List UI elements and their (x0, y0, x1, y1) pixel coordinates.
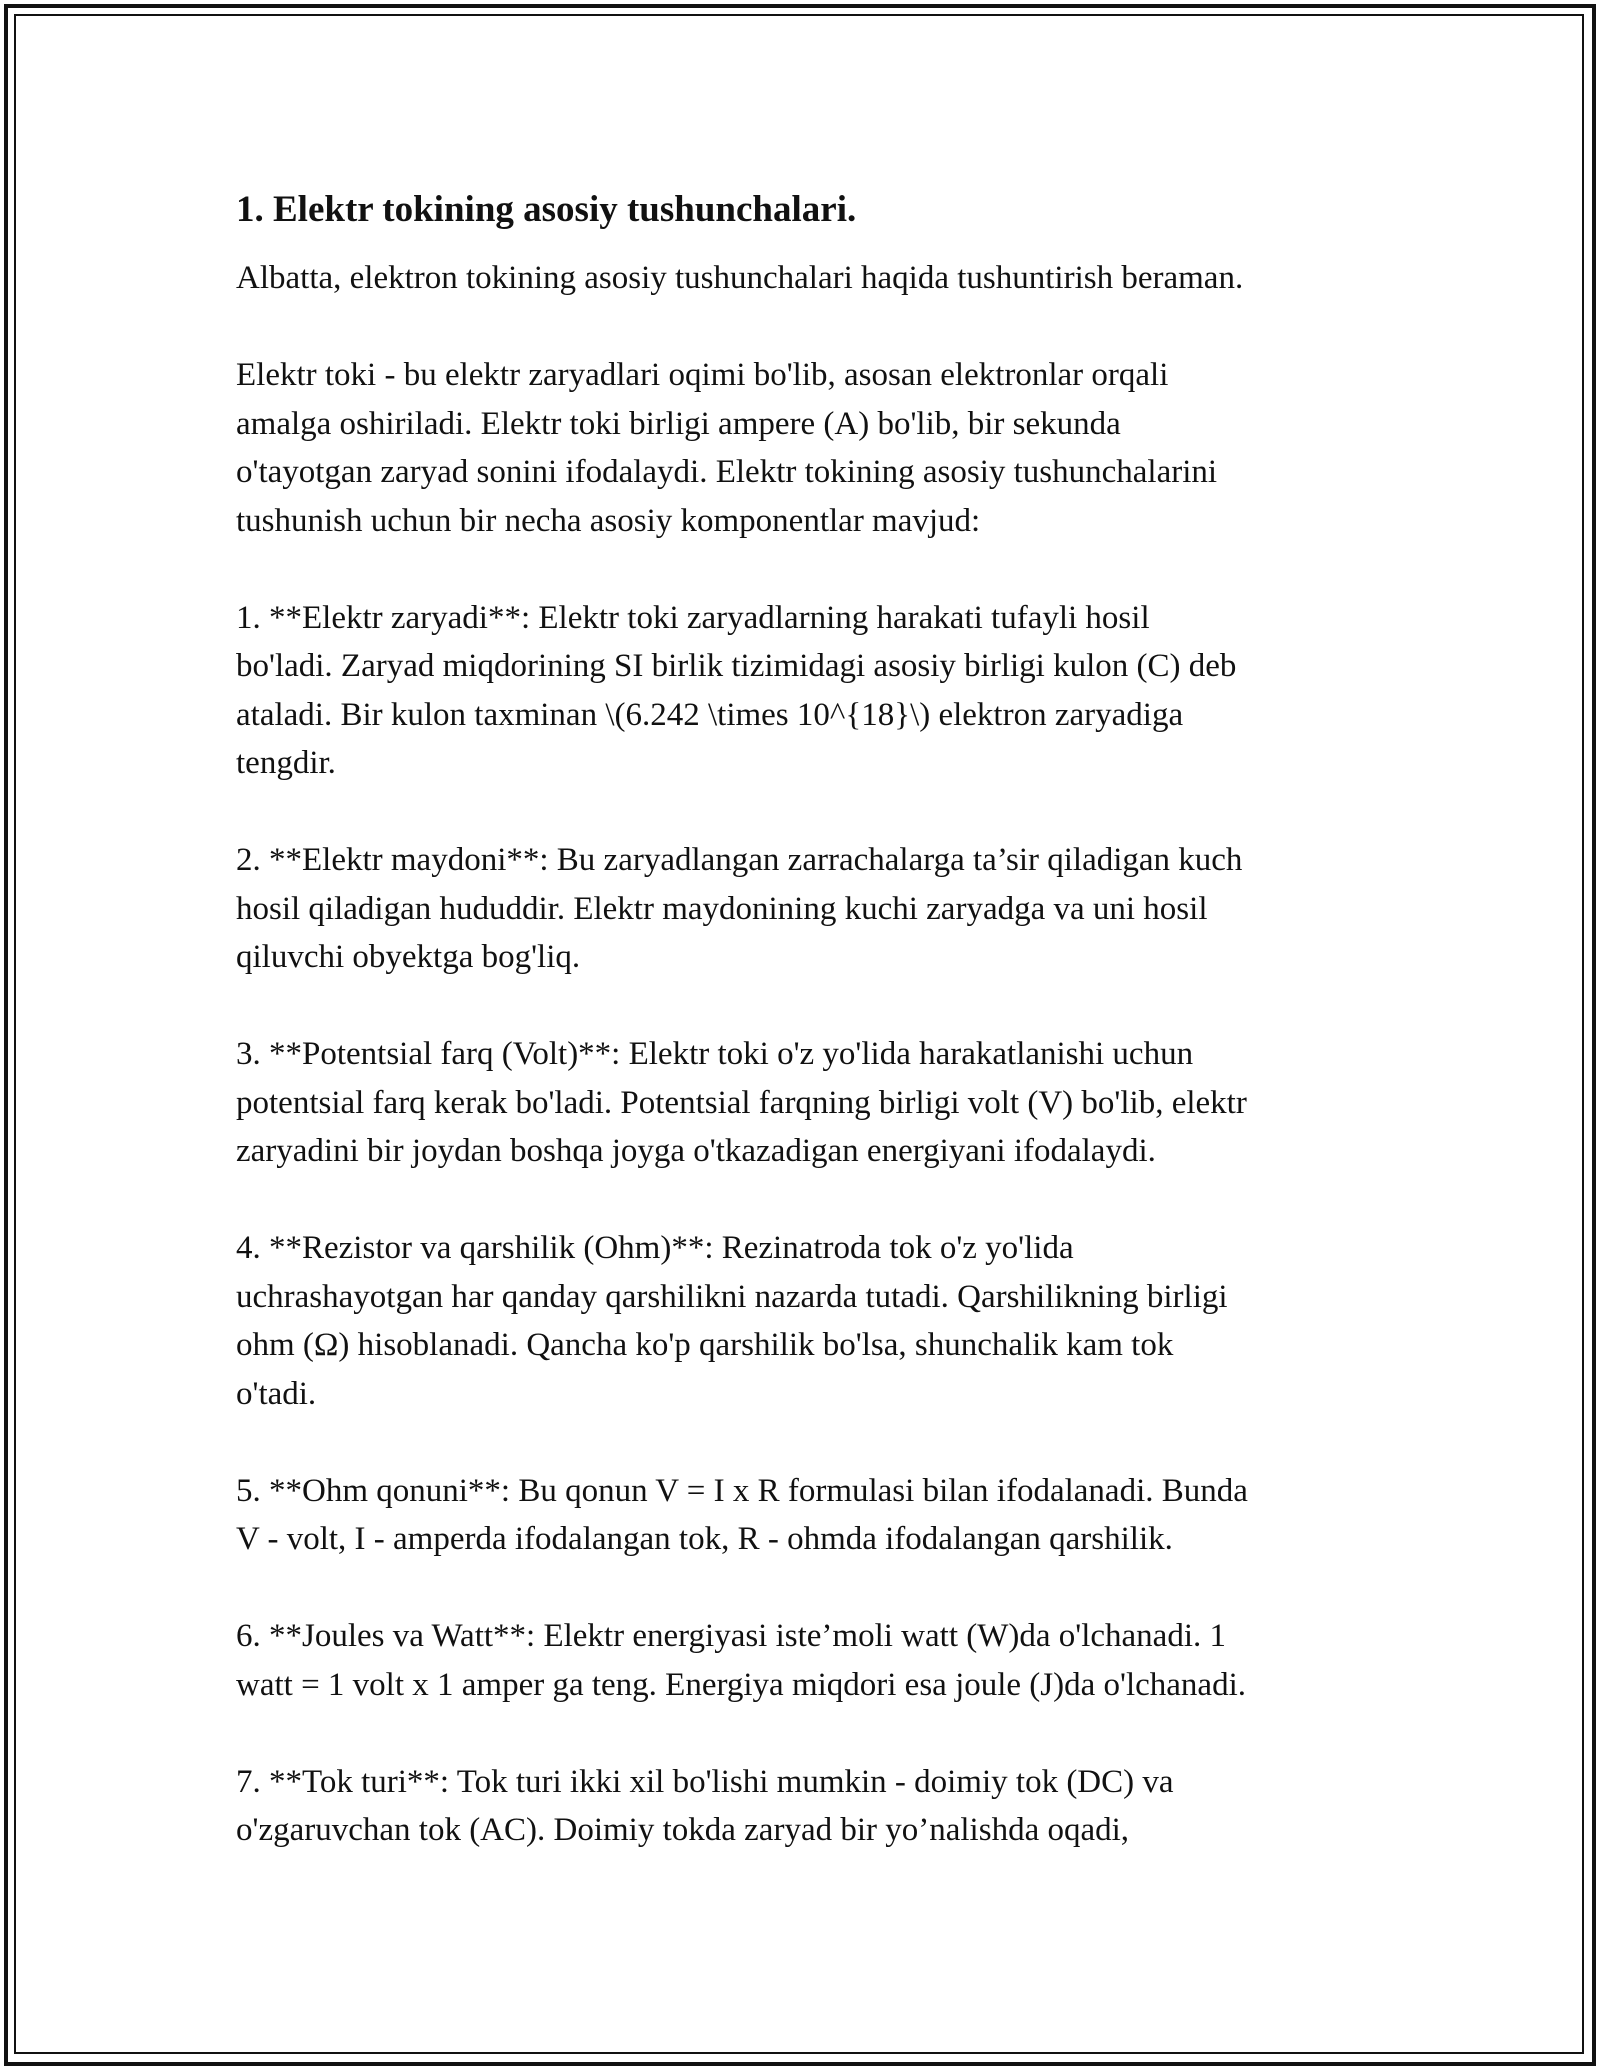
paragraph (236, 1030, 1376, 1176)
text-line: ohm (Ω) hisoblanadi. Qancha ko'p qarshilik bo'lsa, shunchalik kam tok (236, 1327, 1174, 1363)
text-line: 3. **Potentsial farq (Volt)**: Elektr toki o'z yo'lida harakatlanishi uchun (236, 1036, 1194, 1072)
text-line: bo'ladi. Zaryad miqdorining SI birlik tizimidagi asosiy birligi kulon (C) deb (236, 648, 1237, 684)
text-line: watt = 1 volt x 1 amper ga teng. Energiya miqdori esa joule (J)da o'lchanadi. (236, 1666, 1246, 1703)
text-line: hosil qiladigan hududdir. Elektr maydonining kuchi zaryadga va uni hosil (236, 890, 1208, 927)
paragraph (236, 1758, 1376, 1855)
text-line: potentsial farq kerak bo'ladi. Potentsial farqning birligi volt (V) bo'lib, elektr (236, 1084, 1247, 1121)
text-line: Elektr toki - bu elektr zaryadlari oqimi bo'lib, asosan elektronlar orqali (236, 357, 1169, 393)
document-title: 1. Elektr tokining asosiy tushunchalari. (236, 189, 857, 230)
text-line: 7. **Tok turi**: Tok turi ikki xil bo'lishi mumkin - doimiy tok (DC) va (236, 1763, 1174, 1800)
paragraph (236, 351, 1376, 545)
text-line: ataladi. Bir kulon taxminan \(6.242 \times 10^{18}\) elektron zaryadiga (236, 696, 1184, 733)
text-line: 6. **Joules va Watt**: Elektr energiyasi iste’moli watt (W)da o'lchanadi. 1 (236, 1618, 1226, 1654)
paragraph (236, 1224, 1376, 1418)
paragraph (236, 594, 1376, 788)
paragraph (236, 836, 1376, 982)
text-line: tushunish uchun bir necha asosiy komponentlar mavjud: (236, 502, 981, 539)
text-line: 5. **Ohm qonuni**: Bu qonun V = I x R formulasi bilan ifodalanadi. Bunda (236, 1472, 1248, 1509)
paragraph (236, 1467, 1376, 1564)
text-line: o'zgaruvchan tok (AC). Doimiy tokda zaryad bir yo’nalishda oqadi, (236, 1812, 1130, 1848)
document-body (236, 186, 1376, 1903)
text-line: tengdir. (236, 745, 336, 781)
text-line: 2. **Elektr maydoni**: Bu zaryadlangan zarrachalarga ta’sir qiladigan kuch (236, 842, 1243, 878)
text-line: uchrashayotgan har qanday qarshilikni nazarda tutadi. Qarshilikning birligi (236, 1278, 1228, 1315)
text-line: o'tayotgan zaryad sonini ifodalaydi. Elektr tokining asosiy tushunchalarini (236, 454, 1218, 490)
text-line: 1. **Elektr zaryadi**: Elektr toki zaryadlarning harakati tufayli hosil (236, 599, 1150, 636)
text-line: qiluvchi obyektga bog'liq. (236, 939, 581, 975)
text-line: o'tadi. (236, 1375, 317, 1412)
text-line: V - volt, I - amperda ifodalangan tok, R - ohmda ifodalangan qarshilik. (236, 1521, 1173, 1557)
paragraph-list (236, 254, 1376, 1855)
text-line: 4. **Rezistor va qarshilik (Ohm)**: Rezinatroda tok o'z yo'lida (236, 1230, 1074, 1266)
text-line: amalga oshiriladi. Elektr toki birligi ampere (A) bo'lib, bir sekunda (236, 405, 1121, 442)
paragraph (236, 254, 1376, 303)
text-line: Albatta, elektron tokining asosiy tushunchalari haqida tushuntirish beraman. (236, 260, 1244, 296)
text-line: zaryadini bir joydan boshqa joyga o'tkazadigan energiyani ifodalaydi. (236, 1133, 1156, 1169)
paragraph (236, 1612, 1376, 1709)
